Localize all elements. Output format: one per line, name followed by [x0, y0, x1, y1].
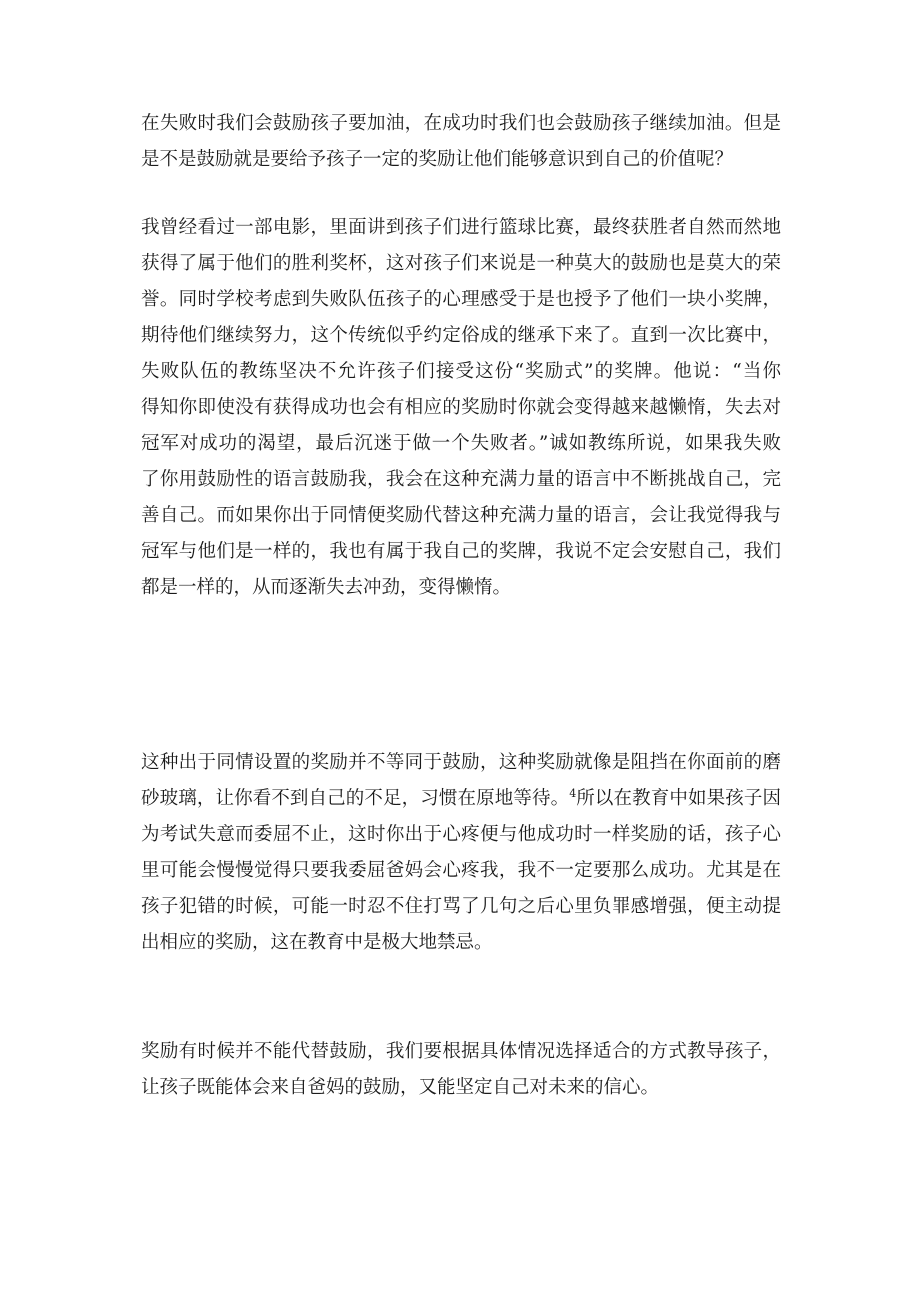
- text-line: 出相应的奖励，这在教育中是极大地禁忌。: [141, 932, 493, 953]
- text-segment: 所以在教育中如果孩子因: [576, 788, 781, 809]
- footnote-marker: 4: [569, 786, 577, 800]
- text-line: 冠军与他们是一样的，我也有属于我自己的奖牌，我说不定会安慰自己，我们: [141, 541, 781, 562]
- text-line: 都是一样的，从而逐渐失去冲劲，变得懒惰。: [141, 577, 512, 598]
- text-line: 善自己。而如果你出于同情便奖励代替这种充满力量的语言，会让我觉得我与: [141, 505, 781, 526]
- text-line: 得知你即使没有获得成功也会有相应的奖励时你就会变得越来越懒惰，失去对: [141, 397, 781, 418]
- text-line: 奖励有时候并不能代替鼓励，我们要根据具体情况选择适合的方式教导孩子，: [141, 1041, 781, 1062]
- text-line: 获得了属于他们的胜利奖杯，这对孩子们来说是一种莫大的鼓励也是莫大的荣: [141, 253, 781, 274]
- paragraph-1: [141, 106, 781, 178]
- text-line: 里可能会慢慢觉得只要我委屈爸妈会心疼我，我不一定要那么成功。尤其是在: [141, 860, 781, 881]
- text-segment: 砂玻璃，让你看不到自己的不足，习惯在原地等待。: [141, 788, 570, 809]
- text-line: 这种出于同情设置的奖励并不等同于鼓励，这种奖励就像是阻挡在你面前的磨: [141, 752, 781, 773]
- text-line: 我曾经看过一部电影，里面讲到孩子们进行篮球比赛，最终获胜者自然而然地: [141, 217, 781, 238]
- text-line: 了你用鼓励性的语言鼓励我，我会在这种充满力量的语言中不断挑战自己，完: [141, 469, 781, 490]
- text-line: 冠军对成功的渴望，最后沉迷于做一个失败者。”诚如教练所说，如果我失败: [141, 433, 781, 454]
- text-line: 孩子犯错的时候，可能一时忍不住打骂了几句之后心里负罪感增强，便主动提: [141, 896, 781, 917]
- text-line: 让孩子既能体会来自爸妈的鼓励，又能坚定自己对未来的信心。: [141, 1077, 660, 1098]
- text-line: 誉。同时学校考虑到失败队伍孩子的心理感受于是也授予了他们一块小奖牌，: [141, 289, 781, 310]
- text-line: 为考试失意而委屈不止，这时你出于心疼便与他成功时一样奖励的话，孩子心: [141, 824, 781, 845]
- text-line: 是不是鼓励就是要给予孩子一定的奖励让他们能够意识到自己的价值呢？: [141, 149, 734, 170]
- text-line: 期待他们继续努力，这个传统似乎约定俗成的继承下来了。直到一次比赛中，: [141, 325, 781, 346]
- paragraph-3: [141, 745, 781, 961]
- text-line: 在失败时我们会鼓励孩子要加油，在成功时我们也会鼓励孩子继续加油。但是: [141, 113, 781, 134]
- text-line: [141, 781, 781, 817]
- paragraph-4: [141, 1034, 781, 1106]
- text-line: 失败队伍的教练坚决不允许孩子们接受这份“奖励式”的奖牌。他说：“当你: [141, 361, 781, 382]
- paragraph-2: [141, 210, 781, 606]
